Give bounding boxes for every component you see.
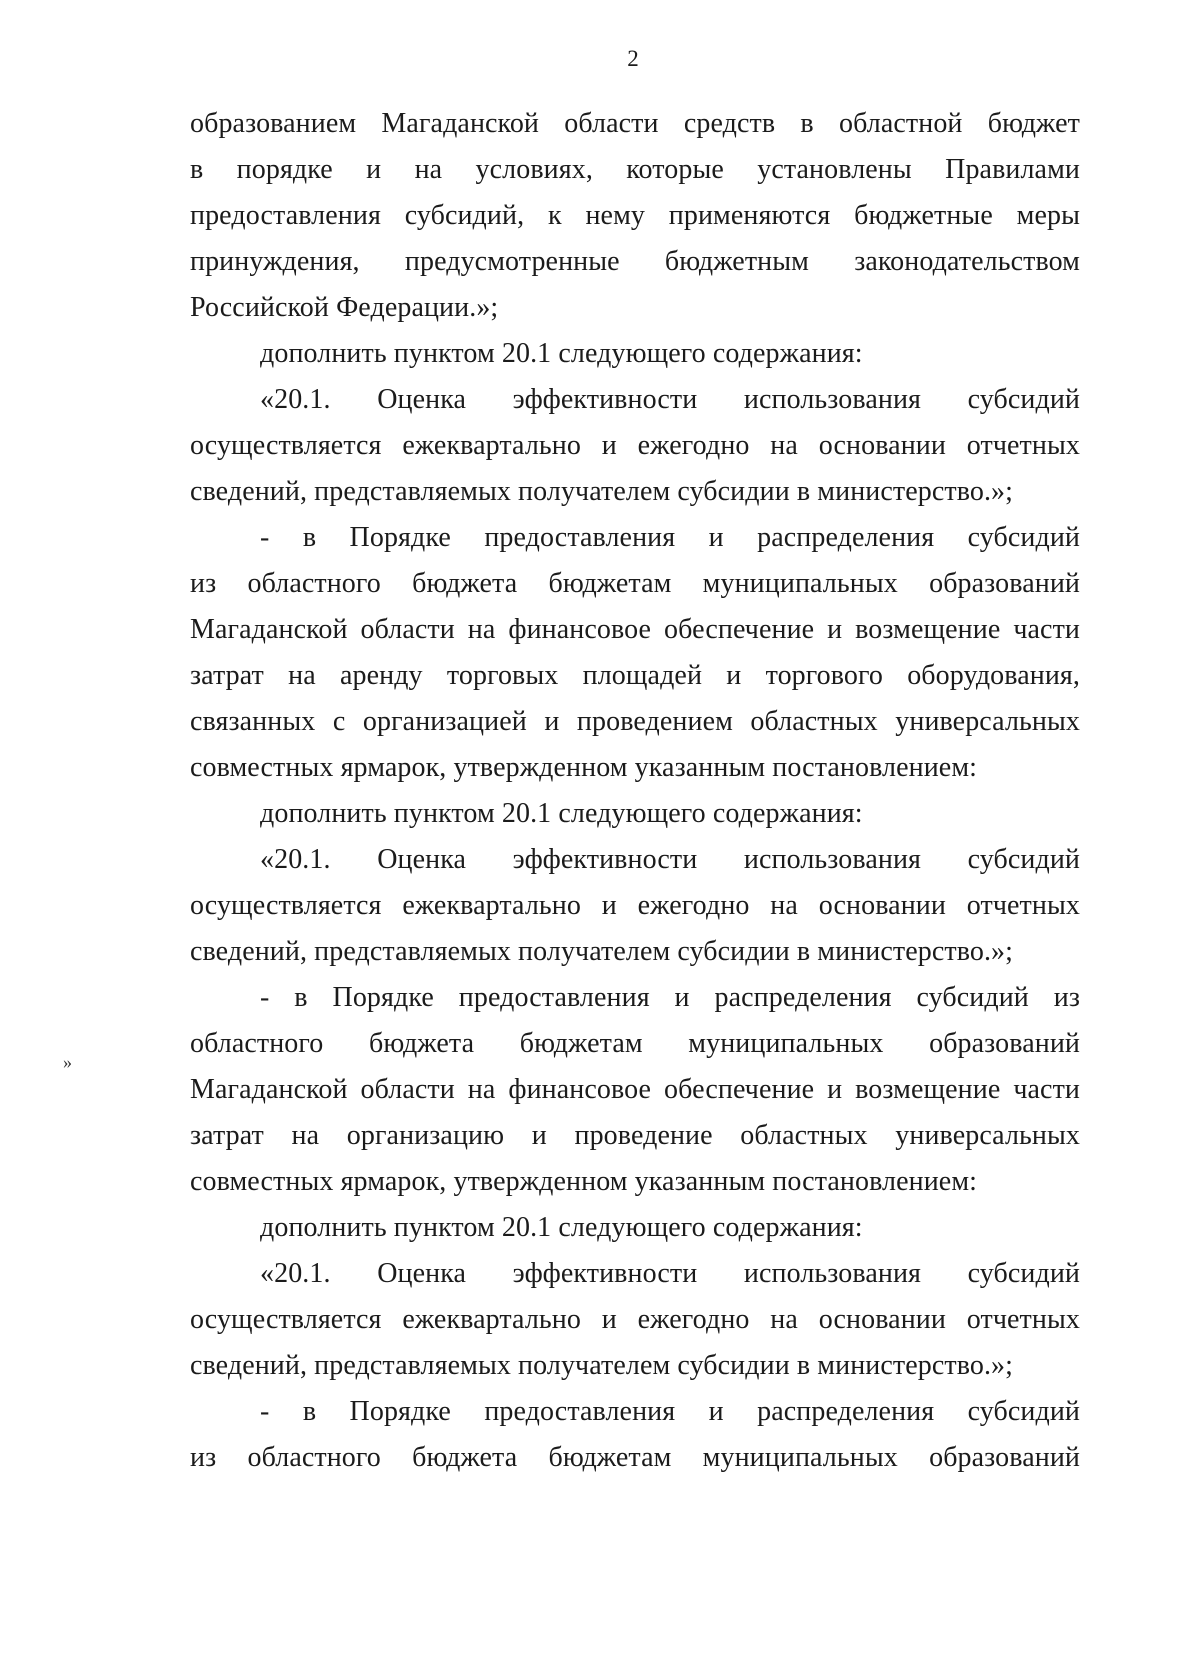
- text-line: сведений, представляемых получателем субсидии в министерство.»;: [190, 936, 1014, 967]
- scan-mark: »: [63, 1052, 72, 1072]
- text-line: в порядке и на условиях, которые установлены Правилами: [190, 154, 1080, 185]
- text-line: затрат на аренду торговых площадей и торгового оборудования,: [190, 660, 1080, 691]
- text-line: - в Порядке предоставления и распределения субсидий: [260, 522, 1080, 553]
- text-line: Магаданской области на финансовое обеспечение и возмещение части: [190, 1074, 1080, 1105]
- text-line: - в Порядке предоставления и распределения субсидий из: [260, 982, 1080, 1013]
- text-line: образованием Магаданской области средств в областной бюджет: [190, 108, 1080, 139]
- text-line: принуждения, предусмотренные бюджетным законодательством: [190, 246, 1080, 277]
- text-line: совместных ярмарок, утвержденном указанным постановлением:: [190, 752, 978, 783]
- text-line: дополнить пунктом 20.1 следующего содержания:: [260, 1212, 863, 1243]
- text-line: «20.1. Оценка эффективности использования субсидий: [260, 844, 1080, 875]
- text-line: областного бюджета бюджетам муниципальных образований: [190, 1028, 1080, 1059]
- text-line: связанных с организацией и проведением областных универсальных: [190, 706, 1080, 737]
- text-line: из областного бюджета бюджетам муниципальных образований: [190, 568, 1080, 599]
- text-line: из областного бюджета бюджетам муниципальных образований: [190, 1442, 1080, 1473]
- text-line: совместных ярмарок, утвержденном указанным постановлением:: [190, 1166, 978, 1197]
- text-line: сведений, представляемых получателем субсидии в министерство.»;: [190, 476, 1014, 507]
- text-line: осуществляется ежеквартально и ежегодно на основании отчетных: [190, 890, 1080, 921]
- text-line: Магаданской области на финансовое обеспечение и возмещение части: [190, 614, 1080, 645]
- text-line: Российской Федерации.»;: [190, 292, 499, 323]
- text-line: сведений, представляемых получателем субсидии в министерство.»;: [190, 1350, 1014, 1381]
- text-line: - в Порядке предоставления и распределения субсидий: [260, 1396, 1080, 1427]
- text-line: предоставления субсидий, к нему применяются бюджетные меры: [190, 200, 1080, 231]
- text-line: дополнить пунктом 20.1 следующего содержания:: [260, 798, 863, 829]
- text-line: дополнить пунктом 20.1 следующего содержания:: [260, 338, 863, 369]
- text-line: «20.1. Оценка эффективности использования субсидий: [260, 384, 1080, 415]
- text-line: осуществляется ежеквартально и ежегодно на основании отчетных: [190, 430, 1080, 461]
- text-line: осуществляется ежеквартально и ежегодно на основании отчетных: [190, 1304, 1080, 1335]
- page-number: 2: [627, 46, 639, 71]
- text-line: «20.1. Оценка эффективности использования субсидий: [260, 1258, 1080, 1289]
- text-line: затрат на организацию и проведение областных универсальных: [190, 1120, 1080, 1151]
